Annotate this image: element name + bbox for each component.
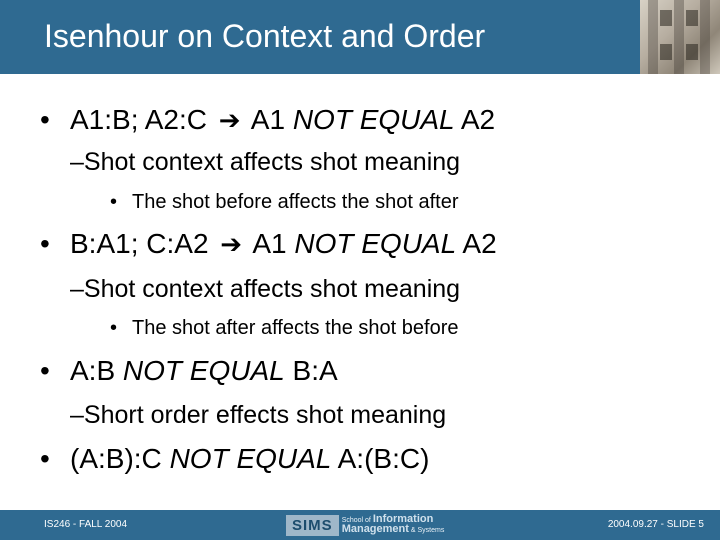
detail-item	[110, 191, 459, 214]
bullet-text: A1	[250, 104, 286, 135]
slide-content	[0, 74, 720, 510]
bullet-operator: NOT EQUAL	[292, 104, 455, 135]
bullet-icon: •	[40, 228, 50, 259]
bullet-text: A1:B; A2:C	[70, 104, 207, 135]
bullet-icon: •	[40, 355, 50, 386]
bullet-text: A:(B:C)	[337, 443, 430, 474]
bullet-text: A2	[462, 228, 497, 259]
bullet-operator: NOT EQUAL	[169, 443, 332, 474]
bullet-icon: •	[110, 191, 118, 213]
logo-sims-text: SIMS	[286, 515, 339, 536]
right-arrow-icon: ➔	[220, 229, 243, 259]
bullet-operator: NOT EQUAL	[294, 228, 457, 259]
bullet-item	[40, 228, 497, 260]
sub-text: Short order effects shot meaning	[83, 401, 447, 429]
bullet-text: A1	[252, 228, 287, 259]
sub-text: Shot context affects shot meaning	[83, 148, 461, 176]
sims-logo	[286, 514, 444, 536]
slide-title: Isenhour on Context and Order	[44, 18, 486, 54]
sub-item	[70, 148, 460, 177]
detail-text: The shot before affects the shot after	[132, 191, 459, 213]
bullet-operator: NOT EQUAL	[122, 355, 285, 386]
footer-bar	[0, 510, 720, 540]
detail-item	[110, 317, 459, 340]
bullet-item	[40, 104, 495, 136]
slide-number: 2004.09.27 - SLIDE 5	[607, 519, 704, 530]
dash-icon: –	[70, 401, 84, 429]
building-photo	[640, 0, 720, 74]
sub-item	[70, 401, 446, 430]
bullet-text: A:B	[70, 355, 116, 386]
logo-school-text	[342, 515, 445, 535]
bullet-text: A2	[460, 104, 496, 135]
dash-icon: –	[70, 148, 84, 176]
title-bar	[0, 0, 720, 74]
bullet-text: B:A1; C:A2	[70, 228, 209, 259]
sub-item	[70, 275, 460, 304]
bullet-icon: •	[40, 104, 50, 135]
logo-systems: & Systems	[410, 527, 445, 534]
dash-icon: –	[70, 275, 84, 303]
bullet-text: B:A	[292, 355, 338, 386]
bullet-item	[40, 443, 429, 475]
logo-information: Information	[372, 513, 434, 525]
logo-management: Management	[341, 523, 409, 535]
course-label: IS246 - FALL 2004	[44, 519, 128, 530]
bullet-text: (A:B):C	[70, 443, 162, 474]
right-arrow-icon: ➔	[218, 105, 241, 135]
bullet-item	[40, 355, 338, 387]
logo-school-of: School of	[341, 517, 371, 524]
bullet-icon: •	[110, 317, 118, 339]
bullet-icon: •	[40, 443, 50, 474]
sub-text: Shot context affects shot meaning	[83, 275, 461, 303]
detail-text: The shot after affects the shot before	[132, 317, 459, 339]
